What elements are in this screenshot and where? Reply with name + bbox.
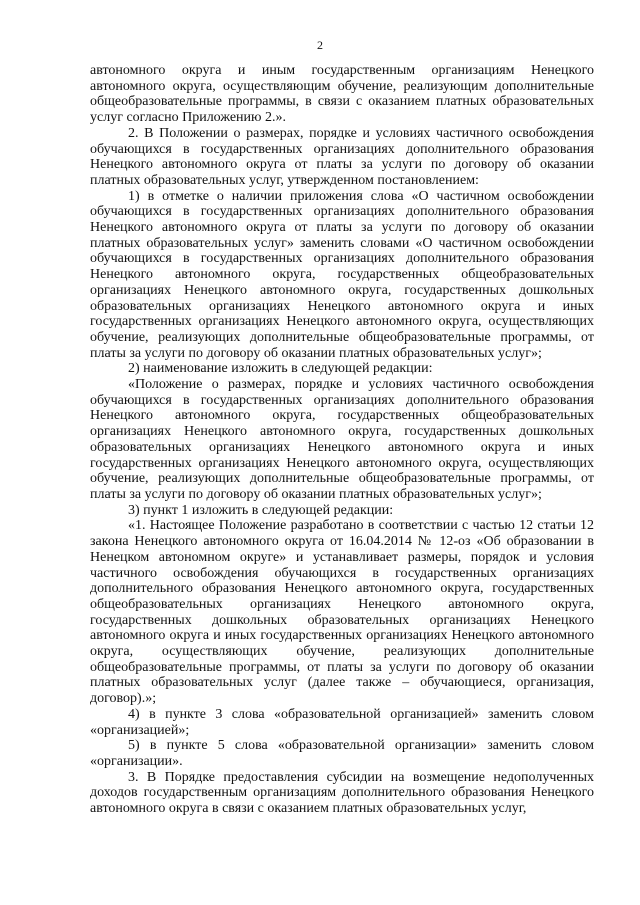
paragraph-title-quote: «Положение о размерах, порядке и условиях частичного освобождения обучающихся в государственных организациях дополнительного образования Ненецкого автономного округа, государственных общеобразовательных организациях Ненецкого автономного округа, государственных дошкольных образовательных организациях Ненецкого автономного округа и иных государственных организациях Ненецкого автономного округа, осуществляющих обучение, реализующих дополнительные общеобразовательные программы, от платы за услуги по договору об оказании платных образовательных услуг»; — [90, 377, 594, 502]
paragraph-section-2: 2. В Положении о размерах, порядке и условиях частичного освобождения обучающихся в государственных организациях дополнительного образования Ненецкого автономного округа от платы за услуги по договору об оказании платных образовательных услуг, утвержденном постановлением: — [90, 125, 594, 188]
paragraph-item-2: 2) наименование изложить в следующей редакции: — [128, 361, 433, 377]
document-body — [90, 63, 594, 817]
paragraph-section-3: 3. В Порядке предоставления субсидии на возмещение недополученных доходов государственным организациям дополнительного образования Ненецкого автономного округа в связи с оказанием платных образовательных услуг, — [90, 769, 594, 817]
paragraph-continuation: автономного округа и иным государственным организациям Ненецкого автономного округа, осуществляющим обучение, реализующим дополнительные общеобразовательные программы, в связи с оказанием платных образовательных услуг согласно Приложению 2.». — [90, 63, 594, 126]
paragraph-item-1: 1) в отметке о наличии приложения слова «О частичном освобождении обучающихся в государственных организациях дополнительного образования Ненецкого автономного округа от платы за услуги по договору об оказании платных образовательных услуг» заменить словами «О частичном освобождении обучающихся в государственных организациях дополнительного образования Ненецкого автономного округа, государственных общеобразовательных организациях Ненецкого автономного округа, государственных дошкольных образовательных организациях Ненецкого автономного округа и иных государственных организациях Ненецкого автономного округа, осуществляющих обучение, реализующих дополнительные общеобразовательные программы, от платы за услуги по договору об оказании платных образовательных услуг»; — [90, 188, 594, 361]
paragraph-item-4: 4) в пункте 3 слова «образовательной организацией» заменить словом «организацией»; — [90, 706, 594, 738]
paragraph-item-3: 3) пункт 1 изложить в следующей редакции: — [128, 502, 394, 518]
page-number: 2 — [317, 38, 323, 52]
paragraph-clause-1-quote: «1. Настоящее Положение разработано в соответствии с частью 12 статьи 12 закона Ненецкого автономного округа от 16.04.2014 № 12-оз «Об образовании в Ненецком автономном округе» и устанавливает размеры, порядок и условия частичного освобождения обучающихся в государственных организациях дополнительного образования Ненецкого автономного округа, государственных общеобразовательных организациях Ненецкого автономного округа, государственных дошкольных образовательных организациях Ненецкого автономного округа и иных государственных организациях Ненецкого автономного округа, осуществляющих обучение, реализующих дополнительные общеобразовательные программы, от платы за услуги по договору об оказании платных образовательных услуг (далее также – обучающиеся, организация, договор).»; — [90, 518, 594, 707]
paragraph-item-5: 5) в пункте 5 слова «образовательной организации» заменить словом «организации». — [90, 738, 594, 769]
